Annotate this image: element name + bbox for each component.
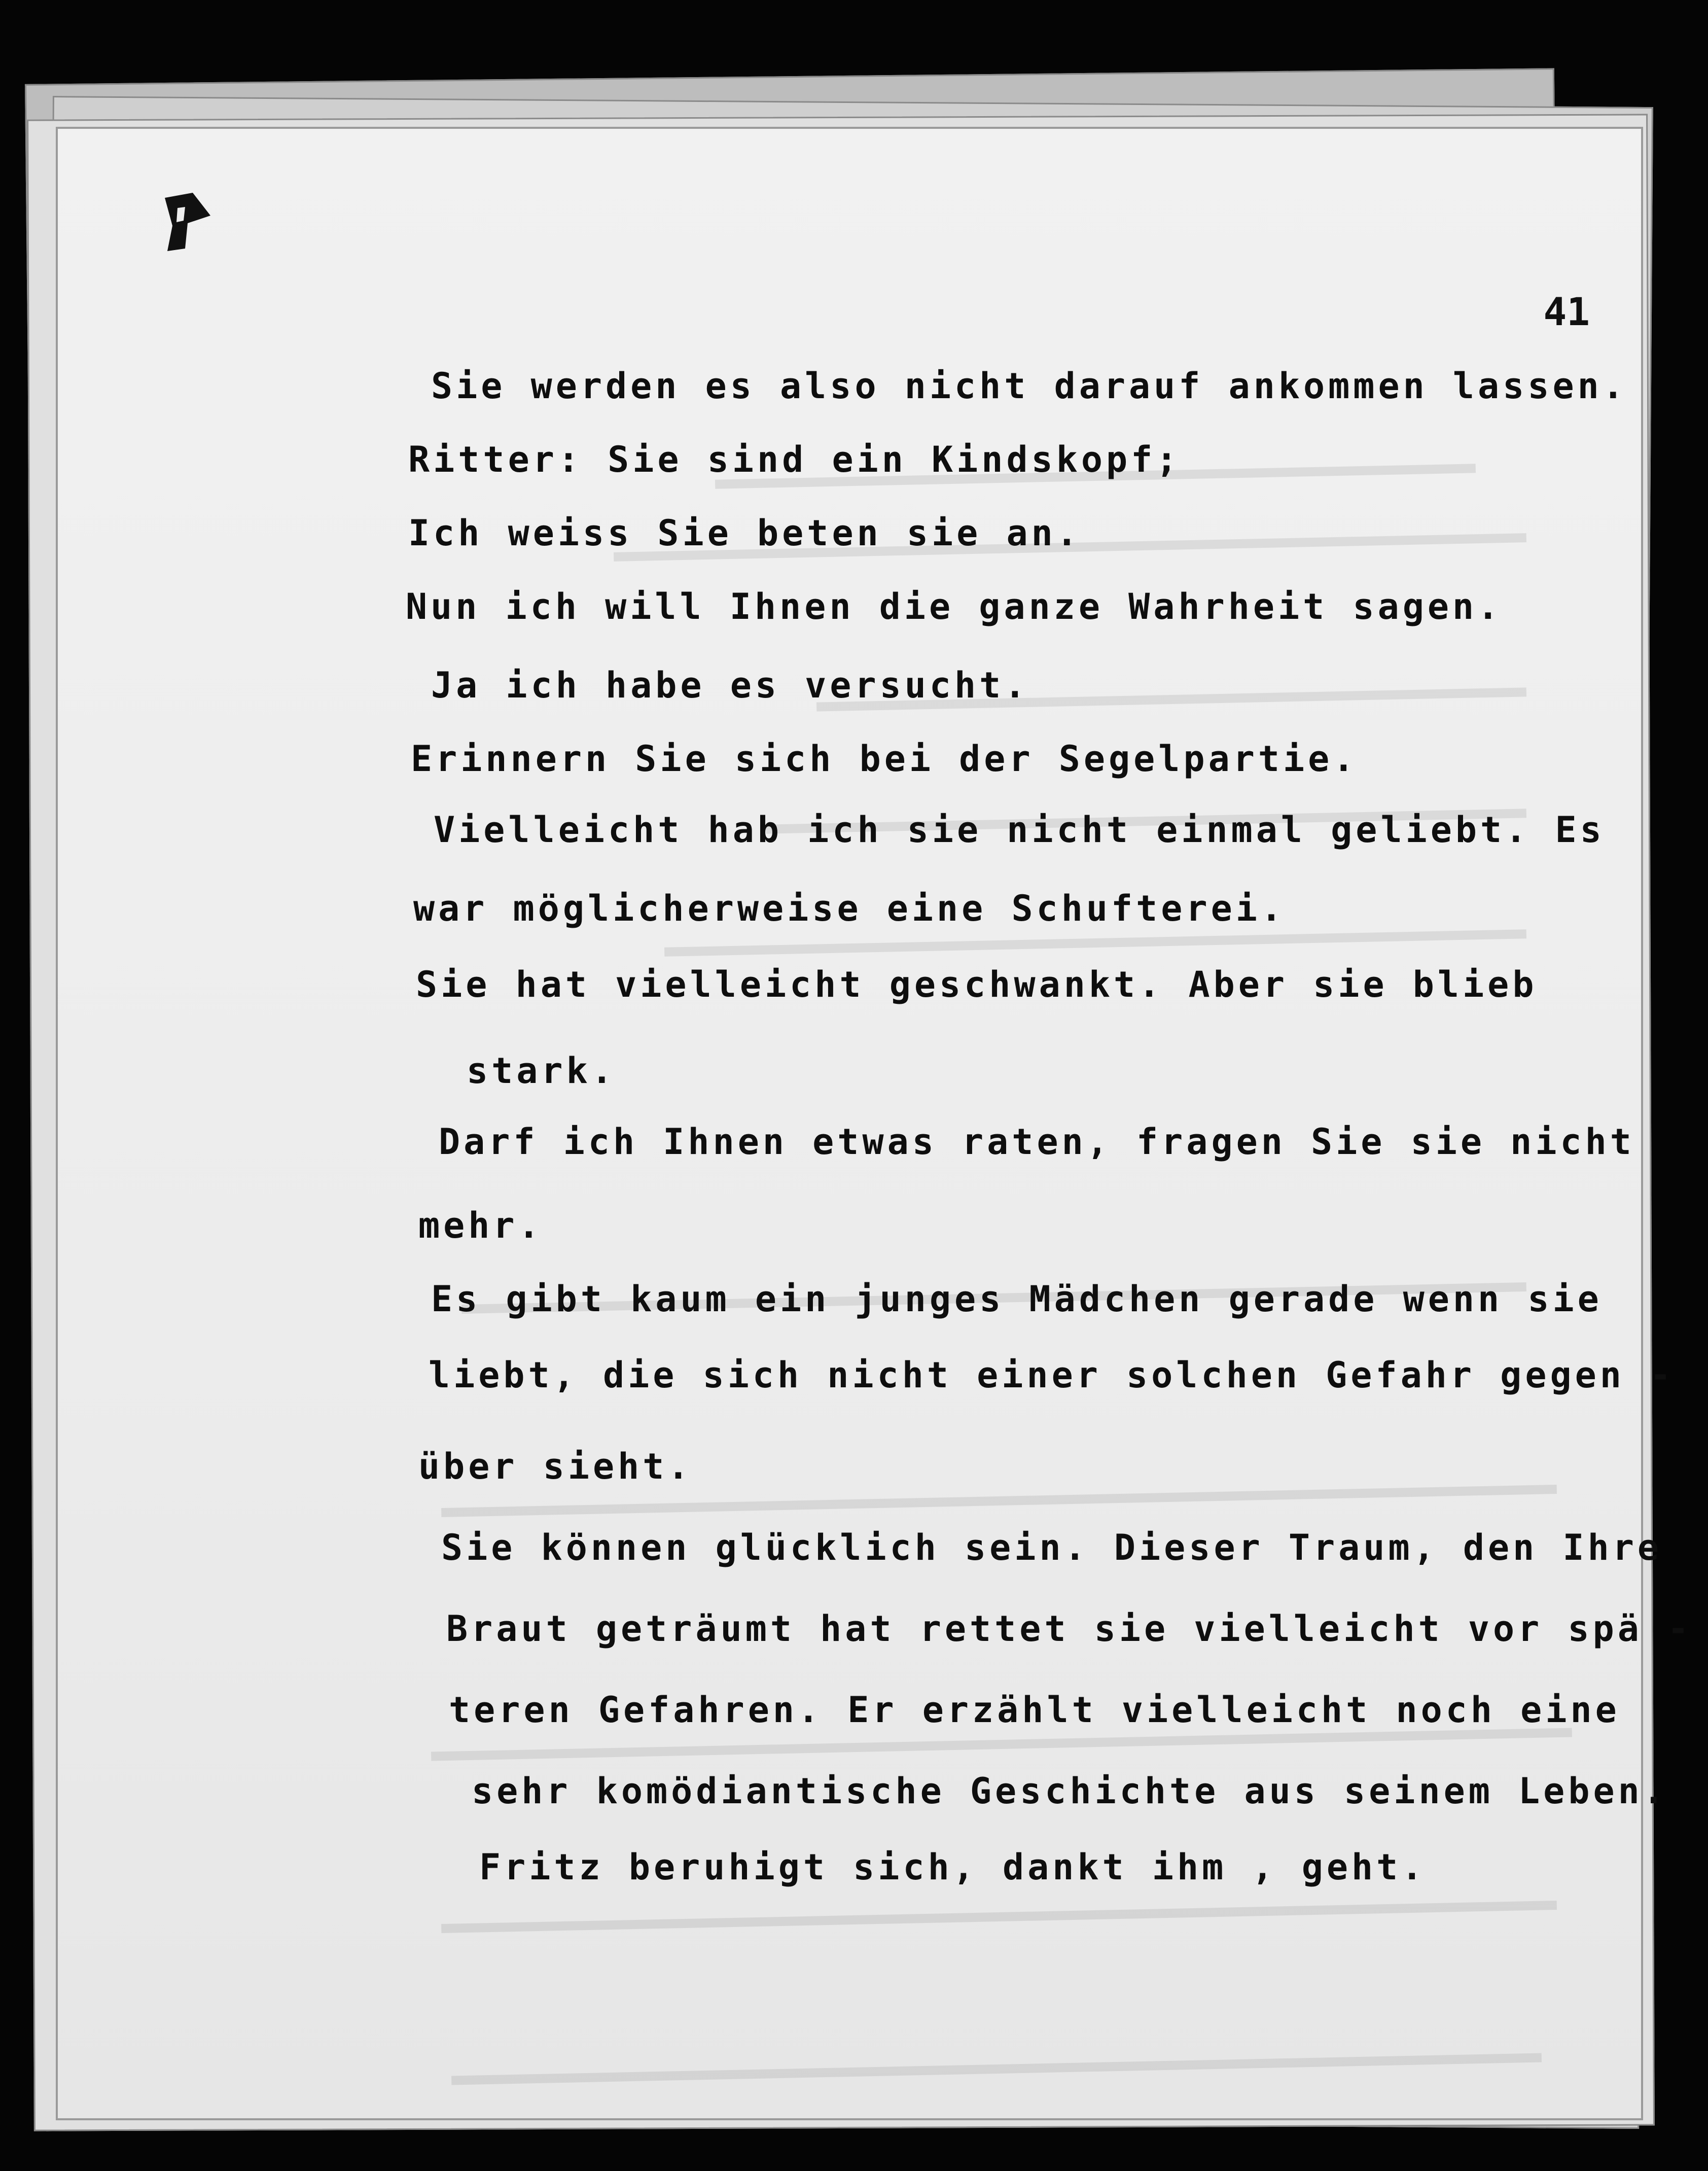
text-line: Sie werden es also nicht darauf ankommen lassen. bbox=[431, 365, 1627, 407]
text-line: stark. bbox=[467, 1050, 616, 1092]
text-line: sehr komödiantische Geschichte aus seinem Leben. bbox=[472, 1770, 1668, 1812]
text-line: Nun ich will Ihnen die ganze Wahrheit sagen. bbox=[406, 586, 1503, 627]
text-line: Ich weiss Sie beten sie an. bbox=[408, 512, 1081, 554]
bleed-through-text bbox=[664, 929, 1526, 957]
page-number: 41 bbox=[1543, 289, 1590, 334]
bleed-through-text bbox=[441, 1901, 1557, 1933]
text-line: Es gibt kaum ein junges Mädchen gerade wenn sie bbox=[431, 1278, 1603, 1320]
text-line: Vielleicht hab ich sie nicht einmal geliebt. Es bbox=[434, 809, 1605, 851]
text-line: Braut geträumt hat rettet sie vielleicht vor spä - bbox=[446, 1608, 1693, 1650]
text-line: liebt, die sich nicht einer solchen Gefahr gegen - bbox=[429, 1354, 1675, 1396]
bleed-through-text bbox=[451, 2053, 1542, 2085]
text-line: Sie können glücklich sein. Dieser Traum, den Ihre bbox=[441, 1527, 1663, 1568]
typescript-page bbox=[56, 127, 1693, 2120]
text-line: Sie hat vielleicht geschwankt. Aber sie blieb bbox=[416, 964, 1538, 1005]
text-line: Erinnern Sie sich bei der Segelpartie. bbox=[411, 738, 1358, 780]
text-line: teren Gefahren. Er erzählt vielleicht noch eine bbox=[449, 1689, 1620, 1731]
text-line: mehr. bbox=[418, 1205, 543, 1246]
text-line: Darf ich Ihnen etwas raten, fragen Sie sie nicht bbox=[439, 1121, 1635, 1163]
text-line: über sieht. bbox=[418, 1446, 693, 1487]
bleed-through-text bbox=[441, 1485, 1557, 1517]
text-line: war möglicherweise eine Schufterei. bbox=[413, 888, 1286, 929]
text-line: Fritz beruhigt sich, dankt ihm , geht. bbox=[479, 1846, 1427, 1888]
text-line: Ritter: Sie sind ein Kindskopf; bbox=[408, 439, 1181, 480]
bleed-through-text bbox=[431, 1728, 1572, 1761]
text-line: Ja ich habe es versucht. bbox=[431, 664, 1029, 706]
ink-blot-mark bbox=[157, 193, 213, 254]
